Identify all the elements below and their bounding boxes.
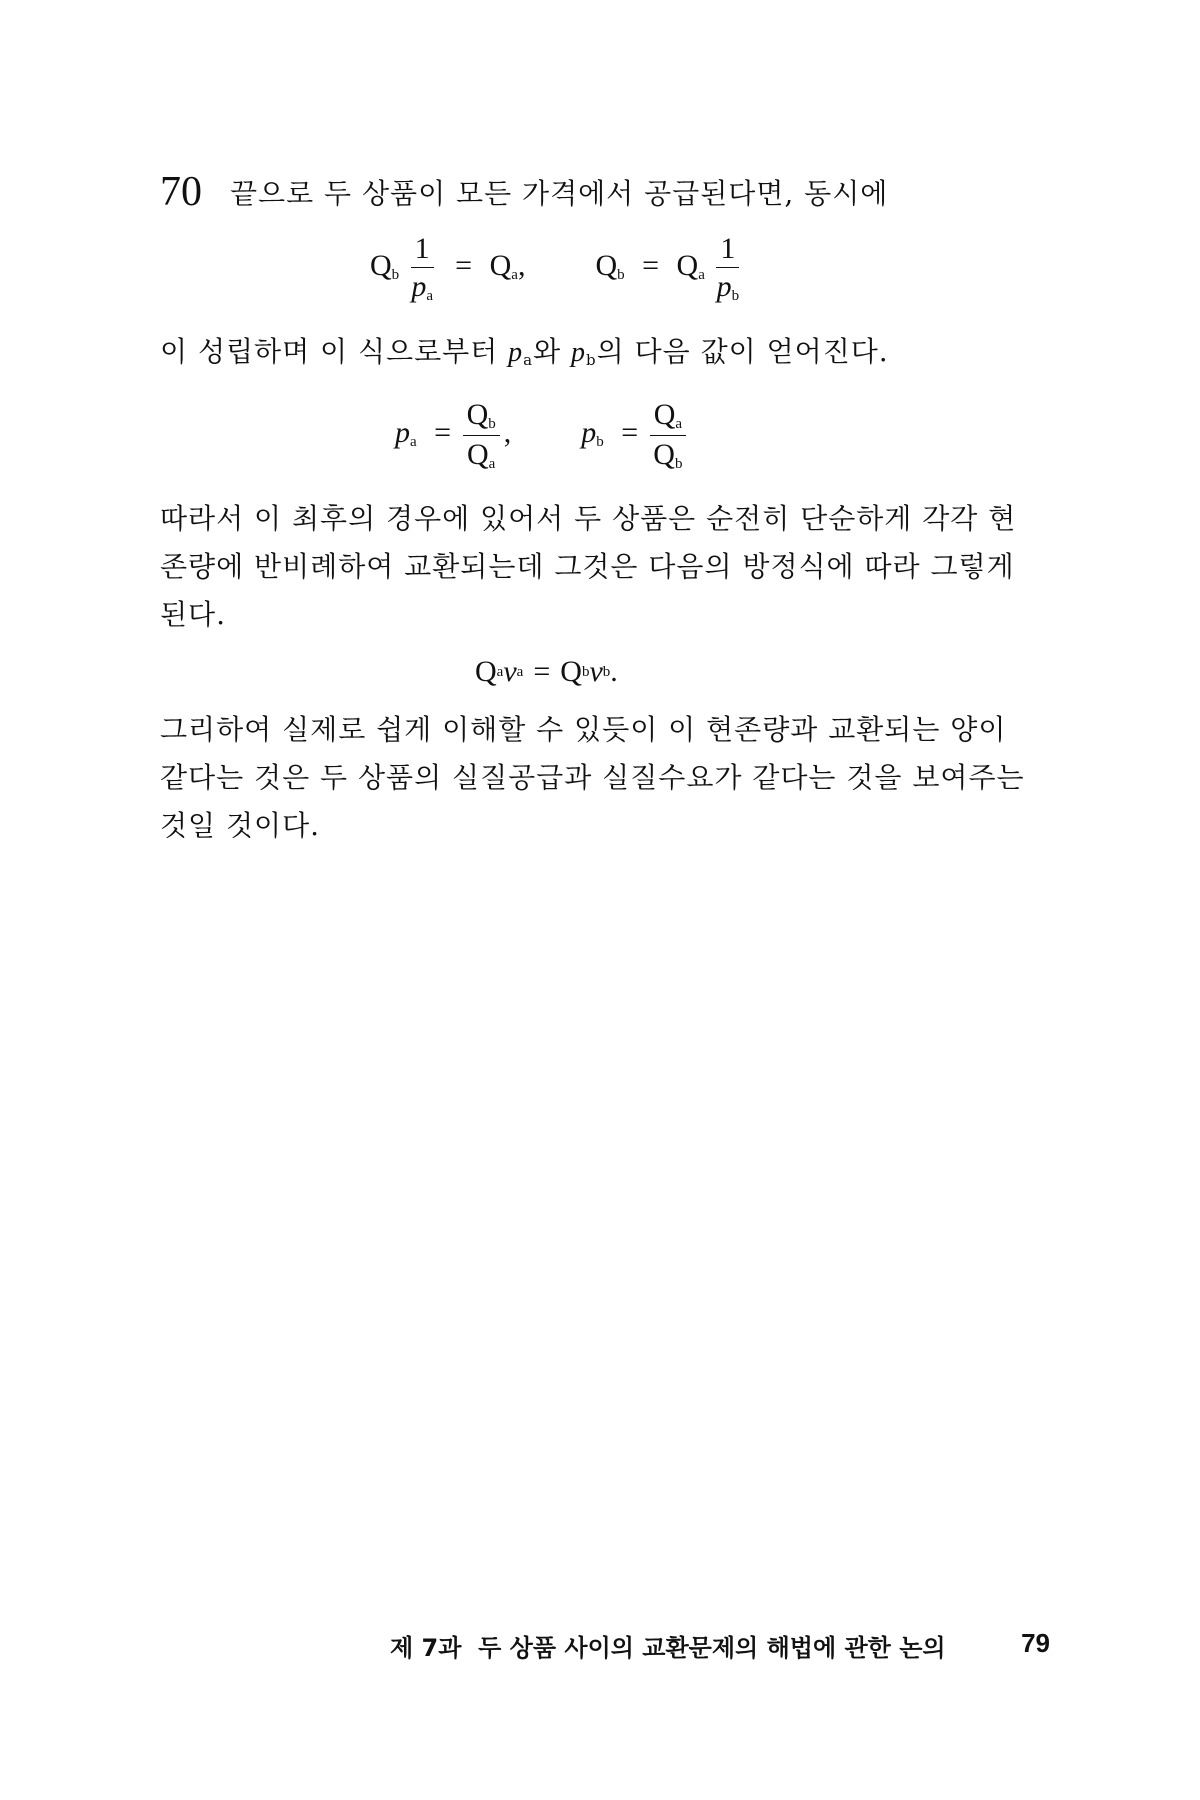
eq2-left-den-Q: Q [467,437,489,471]
eq1-left-comma: , [517,249,526,283]
section-intro-text: 끝으로 두 상품이 모든 가격에서 공급된다면, 동시에 [230,177,889,210]
eq2-right-num-Q: Q [653,398,676,431]
eq2-left-den-sub: a [488,455,496,472]
eq2-left-p: p [395,415,410,449]
paragraph-2-line-3: 된다. [160,598,226,631]
eq3-Q-a-sub: a [496,663,504,680]
eq1-left-rhs-Q: Q [489,249,512,283]
eq2-left [395,398,511,472]
eq2-right-p-sub: b [596,433,604,450]
paragraph-3-line-3: 것일 것이다. [160,809,321,842]
eq3-Q-b-sub: b [581,663,590,680]
para1-part-c: 의 다음 값이 얻어진다. [596,335,889,368]
eq3-v-a: v [503,655,517,688]
eq3-v-b: v [589,655,603,688]
eq2-left-denominator [467,436,495,473]
eq2-right-num-sub: a [675,416,683,432]
eq2-left-comma: , [503,415,512,449]
eq1-left-numerator: 1 [411,232,434,268]
eq3-v-b-sub: b [602,663,611,680]
section-intro-line [160,168,1040,216]
eq2-right-equals: = [621,415,639,449]
eq2-left-numerator [463,398,500,436]
eq2-left-num-Q: Q [466,398,489,431]
eq1-left-equals: = [455,249,473,283]
eq2-right-p: p [581,415,597,449]
eq1-left-Q-sub: b [391,267,400,284]
eq2-right [581,398,690,472]
running-title: 제 7과 두 상품 사이의 교환문제의 해법에 관한 논의 [390,1634,946,1662]
eq1-right-denominator [717,268,740,305]
eq1-left [370,232,525,305]
equation-3 [475,655,618,689]
eq2-left-num-sub: b [488,416,496,432]
eq2-right-den-Q: Q [653,437,675,471]
eq1-right-numerator: 1 [716,232,739,268]
eq1-right-fraction [716,232,739,305]
page-footer [390,1628,1050,1663]
equation-1 [370,232,743,305]
eq1-left-den-p: p [411,270,427,303]
eq1-left-den-sub: a [426,288,433,304]
eq1-right-Q-sub: b [617,267,625,284]
eq1-right-rhs-Q: Q [676,249,699,283]
paragraph-2-line-1: 따라서 이 최후의 경우에 있어서 두 상품은 순전히 단순하게 각각 현 [160,502,1017,535]
eq3-v-a-sub: a [516,663,524,680]
eq2-right-fraction [650,398,686,472]
eq2-left-fraction [463,398,500,472]
para1-p-b: p [571,337,587,368]
eq3-equals: = [533,655,551,688]
eq3-Q-a: Q [475,655,497,688]
eq1-right-Q: Q [595,249,618,283]
eq2-left-p-sub: a [410,433,417,450]
para1-part-a: 이 성립하며 이 식으로부터 [160,335,509,368]
eq1-left-rhs-sub: a [511,267,518,284]
eq2-right-denominator [653,436,682,473]
paragraph-3-line-2: 같다는 것은 두 상품의 실질공급과 실질수요가 같다는 것을 보여주는 [160,761,1025,794]
eq1-left-denominator [411,268,433,305]
paragraph-1 [160,330,1040,370]
para1-p-a: p [508,337,524,368]
eq2-right-numerator [650,398,686,436]
eq1-right-den-sub: b [731,288,740,304]
paragraph-2-line-2: 존량에 반비례하여 교환되는데 그것은 다음의 방정식에 따라 그렇게 [160,550,1015,583]
para1-p-a-sub: a [523,351,534,369]
page-number: 79 [1021,1628,1050,1658]
eq3-Q-b: Q [560,655,582,688]
para1-p-b-sub: b [586,351,597,369]
equation-2 [395,398,690,472]
eq1-left-fraction [411,232,434,305]
eq3-period: . [610,655,618,688]
section-number: 70 [160,169,202,215]
para1-part-b: 와 [533,335,572,368]
eq1-right-den-p: p [716,270,732,303]
eq2-right-den-sub: b [674,455,683,472]
eq1-left-Q: Q [370,249,392,283]
paragraph-3-line-1: 그리하여 실제로 쉽게 이해할 수 있듯이 이 현존량과 교환되는 양이 [160,713,1007,746]
eq2-left-equals: = [434,415,452,449]
eq1-right-rhs-sub: a [698,267,705,284]
eq1-right-equals: = [642,249,660,283]
eq1-right [595,232,743,305]
